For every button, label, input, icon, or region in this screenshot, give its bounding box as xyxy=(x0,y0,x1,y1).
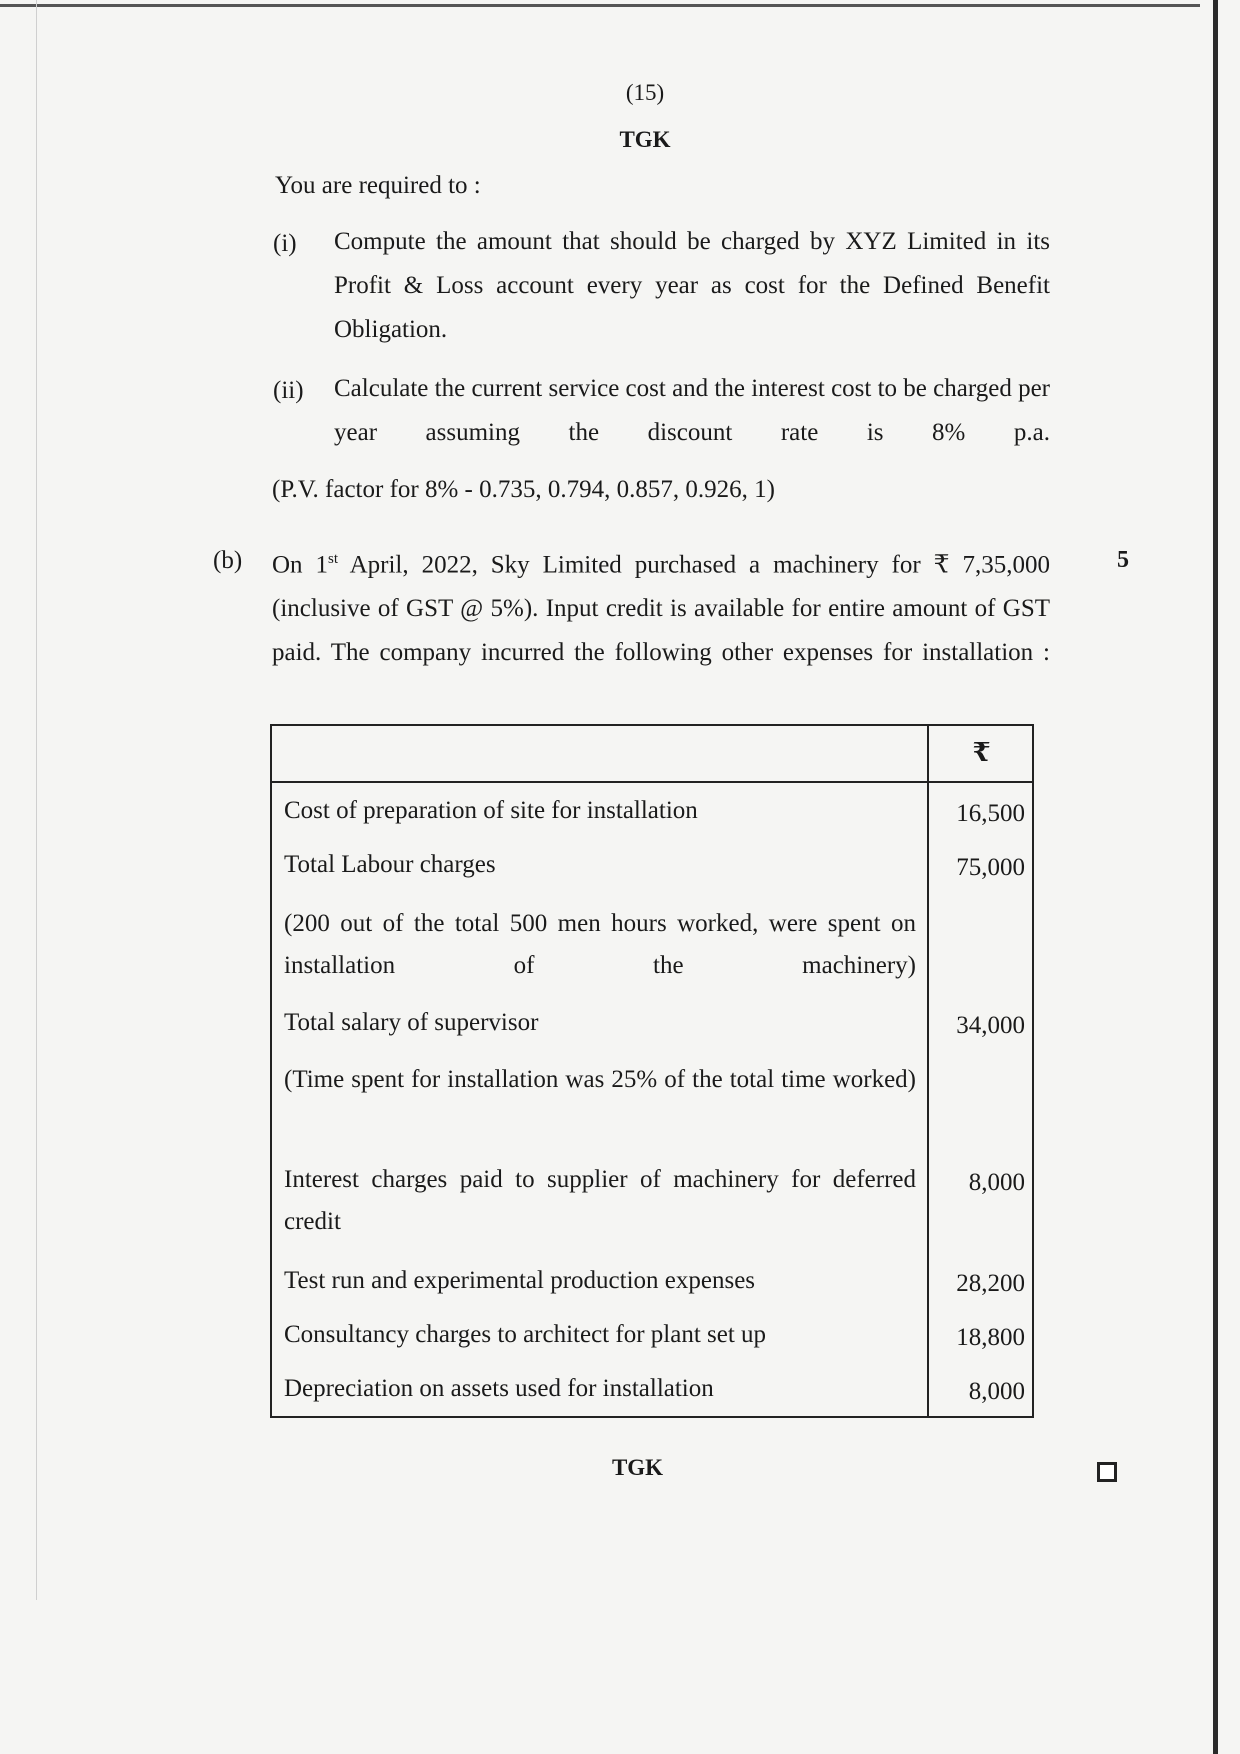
part-b-marks: 5 xyxy=(1117,547,1129,573)
table-row-amount: 28,200 xyxy=(956,1270,1025,1297)
page-edge-right xyxy=(1213,0,1218,1754)
table-row-desc: Interest charges paid to supplier of machinery for deferred credit xyxy=(284,1166,916,1235)
table-row-amount: 8,000 xyxy=(968,1169,1025,1196)
expense-table xyxy=(270,724,1034,1418)
table-row-note: (200 out of the total 500 men hours worked, were spent on installation of the machinery) xyxy=(284,910,916,979)
pv-factor-note: (P.V. factor for 8% - 0.735, 0.794, 0.857, 0.926, 1) xyxy=(272,476,775,503)
part-b-text: On 1st April, 2022, Sky Limited purchased a machinery for ₹ 7,35,000 (inclusive of GST @ 5%). Input credit is available for entire amount of GST paid. The company incurred the following other expenses for installation : xyxy=(272,551,1050,667)
page-edge-left xyxy=(36,0,37,1600)
table-row-amount: 8,000 xyxy=(968,1378,1025,1405)
item-label-ii: (ii) xyxy=(273,377,304,404)
part-b-label: (b) xyxy=(213,547,243,574)
table-row-amount: 16,500 xyxy=(956,800,1025,827)
amount-column-header: ₹ xyxy=(972,738,991,767)
item-label-i: (i) xyxy=(273,230,297,257)
table-header-divider xyxy=(272,781,1032,783)
item-text-i: Compute the amount that should be charged by XYZ Limited in its Profit & Loss account every year as cost for the Defined Benefit Obligation. xyxy=(334,228,1050,343)
item-text-ii: Calculate the current service cost and the interest cost to be charged per year assuming the discount rate is 8% p.a. xyxy=(334,375,1050,446)
table-row-desc: Depreciation on assets used for installation xyxy=(284,1375,714,1402)
square-mark-icon xyxy=(1097,1462,1117,1482)
table-row-amount: 75,000 xyxy=(956,854,1025,881)
table-row-desc: Consultancy charges to architect for plant set up xyxy=(284,1321,767,1348)
intro-text: You are required to : xyxy=(275,172,481,199)
table-row-note: (Time spent for installation was 25% of the total time worked) xyxy=(284,1066,916,1093)
paper-code-header: TGK xyxy=(619,127,671,152)
table-row-amount: 18,800 xyxy=(956,1324,1025,1351)
table-column-divider xyxy=(927,726,929,1416)
table-row-desc: Cost of preparation of site for installation xyxy=(284,797,698,824)
page-number: (15) xyxy=(625,80,665,105)
table-row-desc: Test run and experimental production expenses xyxy=(284,1267,756,1294)
table-row-desc: Total Labour charges xyxy=(284,851,496,878)
table-row-amount: 34,000 xyxy=(956,1012,1025,1039)
paper-code-footer: TGK xyxy=(611,1455,664,1480)
page-edge-top xyxy=(0,4,1200,7)
table-row-desc: Total salary of supervisor xyxy=(284,1009,539,1036)
